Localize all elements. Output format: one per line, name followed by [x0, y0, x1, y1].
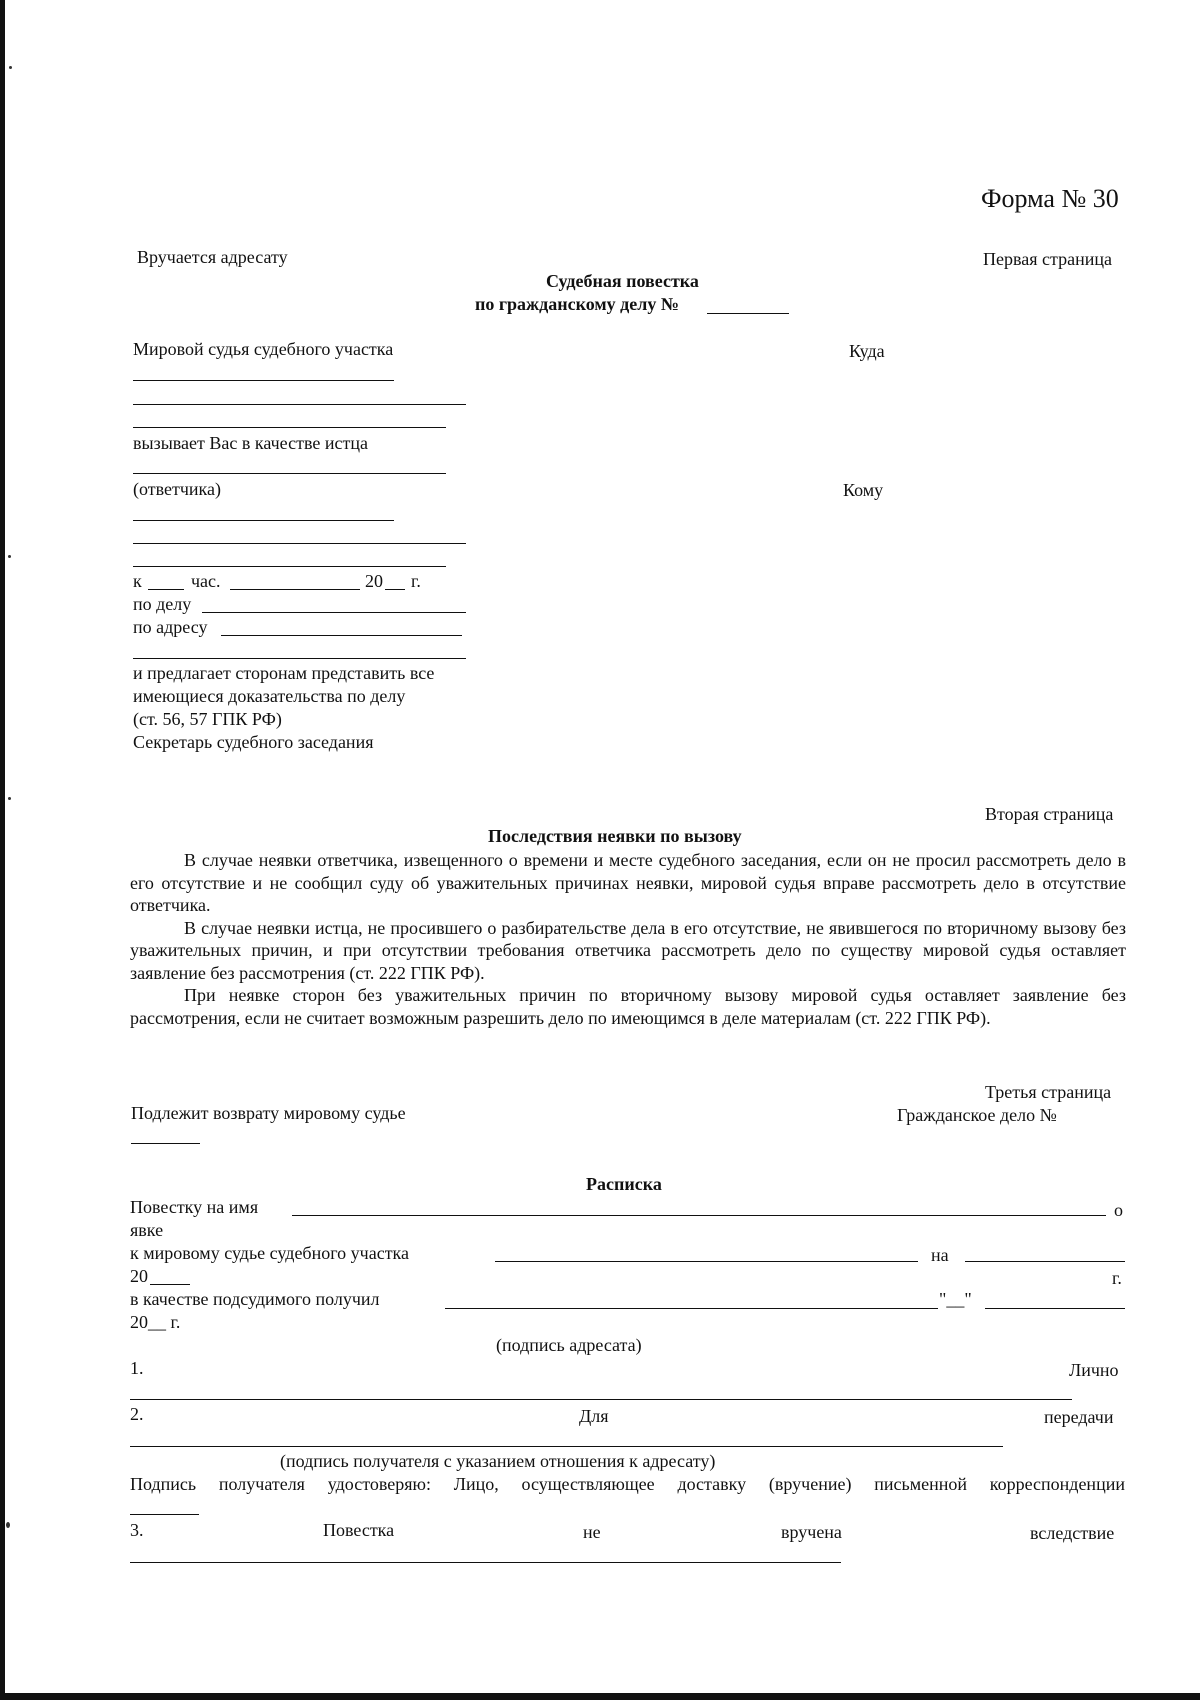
district-blank [495, 1261, 918, 1262]
summons-name-o: о [1114, 1200, 1123, 1220]
address-blank [221, 635, 462, 636]
page3-label: Третья страница [985, 1082, 1112, 1102]
blank-line [131, 1143, 200, 1144]
summons-role-line: вызывает Вас в качестве истца [133, 433, 368, 453]
scan-bottom-border [0, 1693, 1200, 1700]
consequences-paragraph-2: В случае неявки истца, не просившего о разбирательстве дела в его отсутствие, не явившегося по вторичному вызову без уважительных причин, и при отсутствии требования ответчика рассмотреть дело по существу мировой судья оставляет заявление без рассмотрения (ст. 222 ГПК РФ). [130, 917, 1126, 983]
defendant-label: (ответчика) [133, 479, 222, 499]
blank-line [133, 404, 466, 405]
item-1-line [130, 1399, 1072, 1400]
item-2-number: 2. [130, 1404, 144, 1424]
time-hours: час. [191, 571, 221, 591]
blank-line [133, 473, 446, 474]
scan-speck [6, 1522, 10, 1528]
certify-word: осуществляющее [521, 1474, 655, 1494]
where-label: Куда [849, 341, 885, 361]
as-defendant-label: в качестве подсудимого получил [130, 1289, 380, 1309]
blank-line [133, 427, 446, 428]
evidence-line-3: (ст. 56, 57 ГПК РФ) [133, 709, 282, 729]
certify-word: (вручение) [768, 1474, 852, 1494]
consequences-text [130, 849, 1126, 1029]
time-year-prefix: 20 [365, 571, 383, 591]
signature-recipient-caption: (подпись получателя с указанием отношения к адресату) [280, 1451, 716, 1471]
consequences-paragraph-3: При неявке сторон без уважительных причин по вторичному вызову мировой судья оставляет заявление без рассмотрения, если не считает возможным разрешить дело по имеющимся в деле материалам (ст. 222 ГПК РФ). [130, 985, 1126, 1028]
certify-word: письменной [874, 1474, 967, 1494]
return-label: Подлежит возврату мировому судье [131, 1103, 406, 1123]
blank-line [133, 658, 466, 659]
date-blank [965, 1261, 1125, 1262]
time-year-suffix: г. [411, 571, 421, 591]
evidence-line-2: имеющиеся доказательства по делу [133, 686, 406, 706]
year-20-a: 20 [130, 1266, 148, 1286]
transfer-label: передачи [1044, 1407, 1114, 1427]
received-blank [445, 1308, 938, 1309]
item-1-number: 1. [130, 1358, 144, 1378]
certify-word: удостоверяю: [327, 1474, 431, 1494]
not-delivered-not: не [583, 1522, 601, 1542]
item-2-line [130, 1446, 1003, 1447]
year-blank [150, 1284, 190, 1285]
summons-subtitle: по гражданскому делу № [475, 294, 679, 314]
scan-speck [8, 797, 11, 800]
not-delivered-due: вследствие [1030, 1523, 1115, 1543]
summons-title: Судебная повестка [546, 271, 699, 291]
on-label: на [931, 1245, 949, 1265]
blank-line [133, 543, 466, 544]
case-blank [202, 612, 466, 613]
scan-left-border [0, 0, 5, 1700]
form-number: Форма № 30 [981, 184, 1119, 213]
evidence-line-1: и предлагает сторонам представить все [133, 663, 435, 683]
time-hour-blank [148, 589, 184, 590]
summons-name-label: Повестку на имя [130, 1197, 259, 1217]
quote-marks: "__" [939, 1289, 972, 1309]
year-g-a: г. [1112, 1268, 1122, 1288]
item-3-number: 3. [130, 1520, 144, 1540]
certify-word: получателя [218, 1474, 305, 1494]
time-year-blank [385, 589, 405, 590]
receipt-title: Расписка [586, 1174, 662, 1194]
time-date-blank [230, 589, 360, 590]
summons-name-blank [292, 1215, 1106, 1216]
consequences-title: Последствия неявки по вызову [488, 826, 742, 846]
not-delivered-delivered: вручена [781, 1522, 842, 1542]
case-number-label: Гражданское дело № [897, 1105, 1057, 1125]
month-blank [985, 1308, 1125, 1309]
time-k: к [133, 571, 142, 591]
signature-addressee-caption: (подпись адресата) [496, 1335, 642, 1355]
for-label: Для [579, 1406, 609, 1426]
consequences-paragraph-1: В случае неявки ответчика, извещенного о времени и месте судебного заседания, если он не просил рассмотреть дело в его отсутствие и не сообщил суду об уважительных причинах неявки, мировой судья вправе рассмотреть дело в отсутствие ответчика. [130, 850, 1126, 915]
not-delivered-summons: Повестка [323, 1520, 395, 1540]
blank-line [133, 520, 394, 521]
certify-line [130, 1473, 1125, 1495]
secretary-label: Секретарь судебного заседания [133, 732, 374, 752]
scan-speck [8, 555, 11, 558]
case-number-blank [707, 313, 789, 314]
page2-label: Вторая страница [985, 804, 1114, 824]
certify-word: корреспонденции [989, 1474, 1125, 1494]
blank-line [133, 380, 394, 381]
judge-line: Мировой судья судебного участка [133, 339, 394, 359]
address-label: по адресу [133, 617, 208, 637]
item-3-line [130, 1562, 841, 1563]
case-label: по делу [133, 594, 192, 614]
scan-speck [9, 66, 12, 69]
whom-label: Кому [843, 480, 884, 500]
year-20-b: 20__ г. [130, 1312, 181, 1332]
to-judge-label: к мировому судье судебного участка [130, 1243, 410, 1263]
appearance-label: явке [130, 1220, 164, 1240]
personally-label: Лично [1069, 1360, 1119, 1380]
certify-word: доставку [677, 1474, 747, 1494]
certify-word: Лицо, [453, 1474, 499, 1494]
page1-label: Первая страница [983, 249, 1112, 269]
certify-word: Подпись [130, 1474, 197, 1494]
blank-line [130, 1514, 199, 1515]
blank-line [133, 566, 446, 567]
delivered-to-label: Вручается адресату [137, 247, 288, 267]
